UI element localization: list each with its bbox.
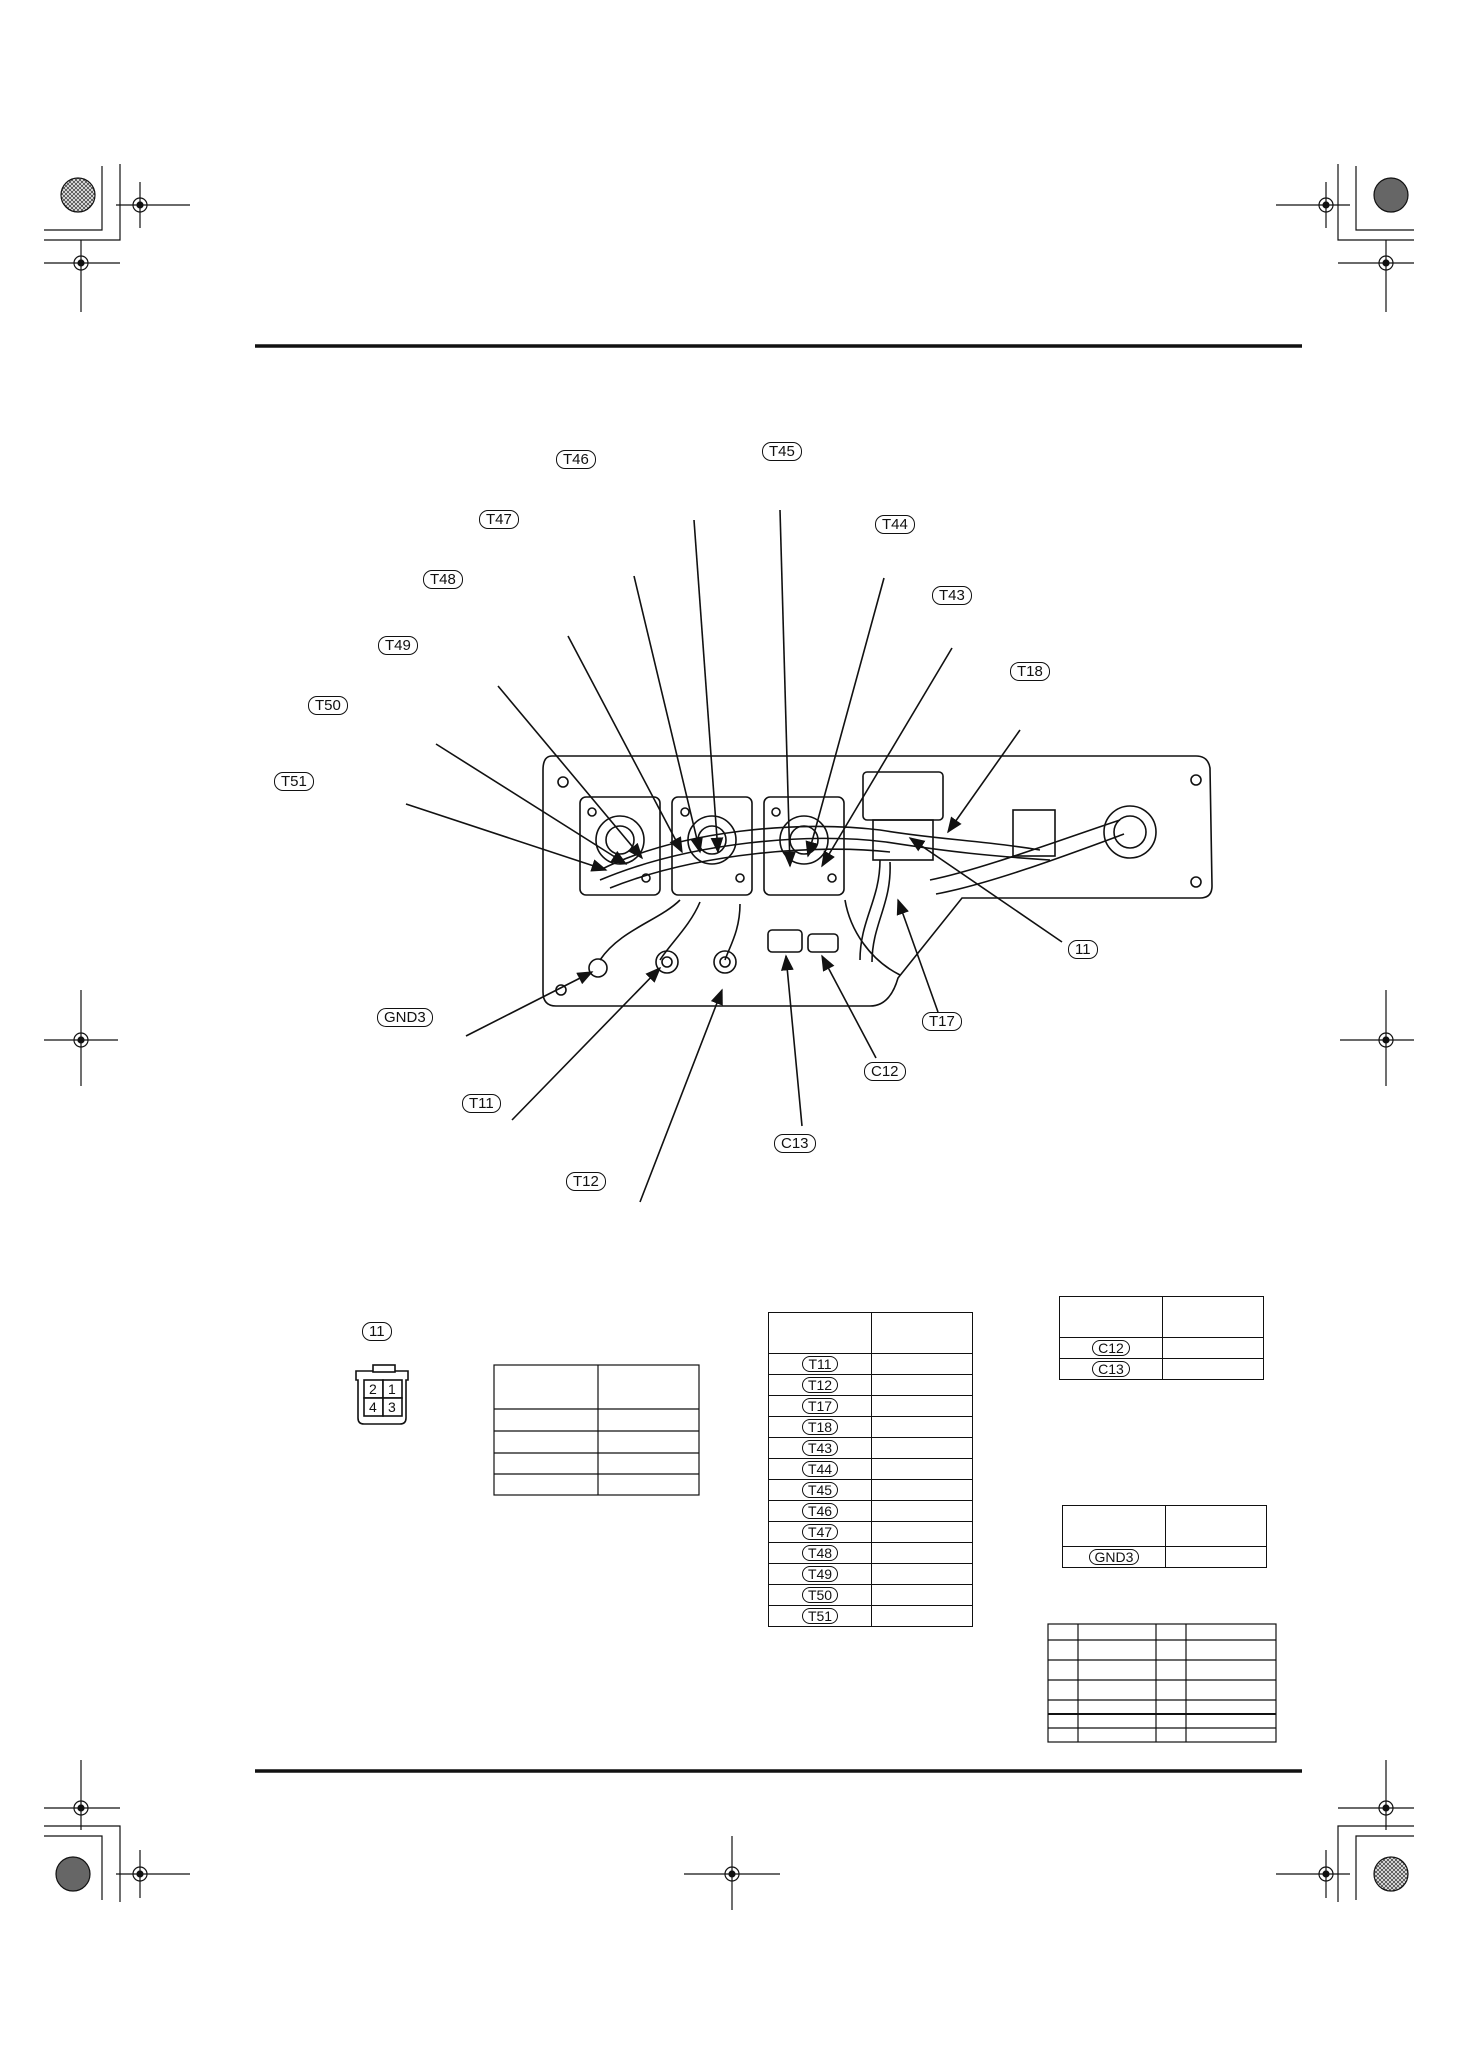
- terminal-label: T49: [802, 1566, 838, 1582]
- header-cell: [1063, 1506, 1166, 1547]
- registration-mark-top-left: [44, 164, 190, 312]
- callout-t11: T11: [462, 1094, 501, 1113]
- terminal-label: T51: [802, 1608, 838, 1624]
- terminal-label: T44: [802, 1461, 838, 1477]
- terminal-label: T47: [802, 1524, 838, 1540]
- header-cell: [769, 1313, 872, 1354]
- callout-t17: T17: [922, 1012, 962, 1031]
- small-grid-table: [1048, 1624, 1276, 1742]
- terminal-label: T46: [802, 1503, 838, 1519]
- capacitor-table: [1059, 1296, 1264, 1380]
- table-row: [769, 1585, 973, 1606]
- callout-c12: C12: [864, 1062, 906, 1081]
- table-row: [1060, 1338, 1264, 1359]
- table-row: [769, 1501, 973, 1522]
- control-panel-illustration: [543, 756, 1212, 1006]
- callout-11: 11: [1068, 940, 1098, 959]
- registration-mark-right-middle: [1340, 990, 1414, 1086]
- connector-label: C12: [1092, 1340, 1130, 1356]
- callout-t18: T18: [1010, 662, 1050, 681]
- table-row: [769, 1417, 973, 1438]
- terminal-label: T17: [802, 1398, 838, 1414]
- callout-t47: T47: [479, 510, 519, 529]
- callout-gnd3: GND3: [377, 1008, 433, 1027]
- registration-mark-left-middle: [44, 990, 118, 1086]
- table-row: [1063, 1547, 1267, 1568]
- table-row: [769, 1438, 973, 1459]
- registration-mark-bottom-left: [44, 1760, 190, 1902]
- ground-table: [1062, 1505, 1267, 1568]
- table-row: [769, 1522, 973, 1543]
- table-row: [769, 1564, 973, 1585]
- terminal-table: [768, 1312, 973, 1627]
- terminal-label: T11: [802, 1356, 837, 1372]
- terminal-label: T12: [802, 1377, 838, 1393]
- table-row: [769, 1459, 973, 1480]
- table-row: [769, 1543, 973, 1564]
- table-row: [1060, 1359, 1264, 1380]
- connector-label: C13: [1092, 1361, 1130, 1377]
- callout-t50: T50: [308, 696, 348, 715]
- table-row: [769, 1354, 973, 1375]
- terminal-label: T43: [802, 1440, 838, 1456]
- terminal-label: T50: [802, 1587, 838, 1603]
- callout-t49: T49: [378, 636, 418, 655]
- connector-pin: 3: [388, 1399, 396, 1415]
- header-cell: [872, 1313, 973, 1354]
- table-row: [769, 1480, 973, 1501]
- callout-t44: T44: [875, 515, 915, 534]
- terminal-label: T48: [802, 1545, 838, 1561]
- connector-11-shape: [356, 1365, 408, 1424]
- callout-t45: T45: [762, 442, 802, 461]
- table-row: [769, 1375, 973, 1396]
- callout-t46: T46: [556, 450, 596, 469]
- header-cell: [1060, 1297, 1163, 1338]
- registration-mark-bottom-center: [684, 1836, 780, 1910]
- terminal-label: T45: [802, 1482, 838, 1498]
- table-row: [769, 1606, 973, 1627]
- header-cell: [1166, 1506, 1267, 1547]
- registration-mark-top-right: [1276, 164, 1414, 312]
- header-cell: [1163, 1297, 1264, 1338]
- blank-table: [494, 1365, 699, 1495]
- callout-c13: C13: [774, 1134, 816, 1153]
- table-row: [769, 1396, 973, 1417]
- callout-t48: T48: [423, 570, 463, 589]
- connector-pin: 2: [369, 1381, 377, 1397]
- ground-label: GND3: [1089, 1549, 1140, 1565]
- connector-11-label: 11: [362, 1322, 392, 1341]
- callout-t51: T51: [274, 772, 314, 791]
- callout-t43: T43: [932, 586, 972, 605]
- registration-mark-bottom-right: [1276, 1760, 1414, 1902]
- callout-t12: T12: [566, 1172, 606, 1191]
- connector-pin: 4: [369, 1399, 377, 1415]
- terminal-label: T18: [802, 1419, 838, 1435]
- connector-pin: 1: [388, 1381, 396, 1397]
